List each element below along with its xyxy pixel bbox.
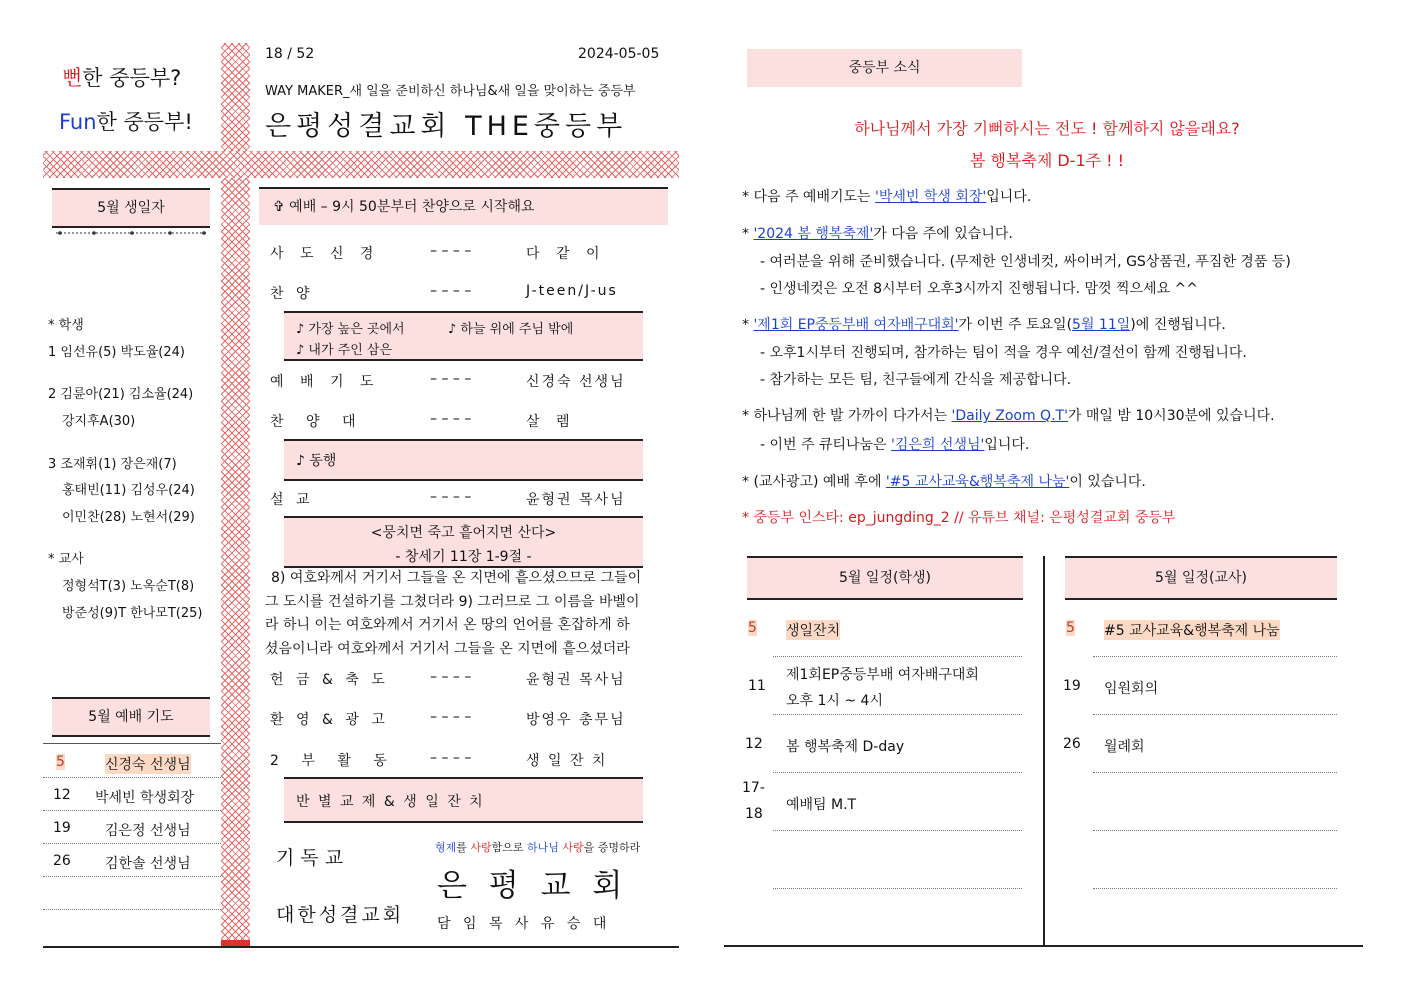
schedule-date: 26: [1063, 736, 1081, 752]
order-item: 2 부 활 동: [270, 753, 396, 769]
worship-header: ✞ 예배 – 9시 50분부터 찬양으로 시작해요: [259, 187, 668, 225]
schedule-empty-row: [1093, 776, 1337, 831]
teacher-schedule-title: 5월 일정(교사): [1065, 556, 1337, 600]
order-who: 생 일 잔 치: [526, 753, 608, 769]
order-row: [268, 669, 668, 693]
order-item: 환 영 & 광 고: [270, 712, 389, 728]
student-schedule-title: 5월 일정(학생): [747, 556, 1023, 600]
church-motto: [435, 839, 640, 855]
news-text: 이 있습니다.: [1069, 474, 1146, 490]
news-headline-2: 봄 행복축제 D-1주 ! !: [969, 151, 1125, 170]
order-row: [268, 489, 668, 513]
slogan-2-rest: 한 중등부!: [96, 110, 193, 134]
schedule-event: #5 교사교육&행복축제 나눔: [1104, 620, 1280, 640]
news-link[interactable]: '#5 교사교육&행복축제 나눔': [885, 474, 1070, 490]
prayer-top-rule: [43, 743, 221, 744]
senior-pastor: 담 임 목 사 유 승 대: [437, 916, 611, 932]
schedule-event: 제1회EP중등부배 여자배구대회: [786, 667, 979, 683]
motto-word: 사랑: [470, 841, 492, 854]
scripture-line: 그 도시를 건설하기를 그쳤더라 9) 그러므로 그 이름을 바벨이: [265, 593, 640, 610]
slogan-line-1: [62, 62, 181, 92]
news-link[interactable]: '제1회 EP중등부배 여자배구대회': [753, 317, 959, 333]
order-item: 사 도 신 경: [270, 246, 380, 262]
prayer-date: 19: [53, 820, 71, 836]
order-who: 다 같 이: [526, 246, 606, 262]
motto-word: 을 증명하라: [583, 841, 641, 854]
motto-word: 형제: [435, 841, 457, 854]
order-dash: – – – –: [430, 489, 472, 505]
prayer-name: 신경숙 선생님: [105, 754, 191, 774]
birthday-line: 이민찬(28) 노현서(29): [62, 510, 195, 525]
news-item: [742, 405, 1275, 425]
right-page-bottom-rule: [724, 945, 1363, 947]
order-dash: – – – –: [430, 243, 472, 259]
schedule-event: 예배팀 M.T: [786, 797, 857, 813]
church-name: 은 평 교 회: [437, 868, 629, 904]
song-3: ♪ 내가 주인 삼은: [296, 343, 393, 358]
news-link[interactable]: '박세빈 학생 회장': [875, 189, 987, 205]
motto-word: 함으로: [491, 841, 528, 854]
news-subitem: - 오후1시부터 진행되며, 참가하는 팀이 적을 경우 예선/결선이 함께 진행됩니다.: [760, 345, 1247, 361]
news-text: * (교사광고) 예배 후에: [742, 474, 886, 490]
birthday-line: 홍태빈(11) 김성우(24): [62, 483, 195, 498]
news-item: [742, 186, 1031, 206]
prayer-row: [43, 845, 221, 877]
schedule-column-divider: [1043, 556, 1045, 946]
scripture-line: 8) 여호와께서 거기서 그들을 온 지면에 흩으셨으므로 그들이: [271, 570, 642, 586]
order-row: [268, 750, 668, 774]
order-who: J-teen/J-us: [526, 283, 618, 299]
prayer-row: [43, 779, 221, 811]
news-text: 가 이번 주 토요일(: [958, 317, 1073, 333]
groups-box: [284, 777, 643, 823]
church-denomination-top: 기 독 교: [276, 847, 344, 869]
news-text: *: [742, 317, 754, 333]
birthday-title: 5월 생일자: [52, 188, 210, 228]
scripture-line: 라 하니 이는 여호와께서 거기서 온 땅의 언어를 혼잡하게 하: [265, 617, 630, 633]
song-1: ♪ 가장 높은 곳에서: [296, 322, 405, 337]
schedule-event: 임원회의: [1104, 681, 1159, 697]
slogan-2-accent: Fun: [59, 110, 97, 134]
sermon-reference: - 창세기 11장 1-9절 -: [395, 549, 532, 565]
left-page-bottom-rule: [43, 946, 679, 948]
schedule-date: 11: [748, 678, 766, 694]
order-dash: – – – –: [430, 371, 472, 387]
slogan-1-rest: 한 중등부?: [82, 66, 182, 90]
order-dash: – – – –: [430, 750, 472, 766]
news-link[interactable]: '2024 봄 행복축제': [753, 226, 874, 242]
news-text: - 이번 주 큐티나눔은: [760, 437, 892, 453]
schedule-event: 월례회: [1104, 739, 1145, 755]
order-item: 헌 금 & 축 도: [270, 672, 389, 688]
prayer-row: [43, 812, 221, 844]
order-who: 살 렘: [526, 414, 576, 430]
songs-box: [284, 311, 643, 361]
prayer-row: [43, 746, 221, 778]
motto-word: 하나님: [527, 841, 559, 854]
birthday-line: 강지후A(30): [62, 414, 136, 429]
news-item: [742, 471, 1146, 491]
church-denomination-bottom: 대한성결교회: [276, 904, 405, 926]
order-item: 예 배 기 도: [270, 374, 380, 390]
birthday-teachers-label: * 교사: [48, 552, 84, 567]
prayer-date: 26: [53, 853, 71, 869]
news-text: 가 다음 주에 있습니다.: [873, 226, 1013, 242]
schedule-date-end: 18: [745, 806, 763, 822]
slogan-line-2: [59, 106, 193, 136]
groups-text: 반 별 교 제 & 생 일 잔 치: [296, 794, 485, 810]
prayer-empty-row: [43, 878, 221, 910]
schedule-date: 17-: [742, 780, 765, 796]
order-who: 방영우 총무님: [526, 712, 626, 728]
news-subitem: [760, 434, 1029, 454]
scripture-text: [265, 567, 670, 661]
prayer-date: 5: [56, 754, 65, 770]
cross-horizontal-bar: [43, 151, 679, 178]
prayer-name: 김한솔 선생님: [105, 856, 191, 872]
news-text: 가 매일 밤 10시30분에 있습니다.: [1067, 408, 1275, 424]
news-headline-1: 하나님께서 가장 기뻐하시는 전도 ! 함께하지 않을래요?: [854, 119, 1240, 138]
bulletin-date: 2024-05-05: [578, 46, 660, 62]
news-social: * 중등부 인스타: ep_jungding_2 // 유튜브 채널: 은평성결교회 중등부: [742, 510, 1176, 526]
order-who: 윤형권 목사님: [526, 492, 626, 508]
schedule-event-time: 오후 1시 ~ 4시: [786, 693, 883, 709]
schedule-empty-row: [1093, 834, 1337, 889]
sermon-title: <뭉치면 죽고 흩어지면 산다>: [370, 525, 557, 541]
birthday-line: 3 조재휘(1) 장은재(7): [48, 457, 177, 472]
issue-number: 18 / 52: [265, 46, 315, 62]
order-who: 윤형권 목사님: [526, 672, 626, 688]
schedule-date: 12: [745, 736, 763, 752]
schedule-date: 5: [748, 620, 757, 636]
news-text: * 하나님께 한 발 가까이 다가서는: [742, 408, 952, 424]
order-who: 신경숙 선생님: [526, 374, 626, 390]
news-text: )에 진행됩니다.: [1130, 317, 1226, 333]
schedule-date: 19: [1063, 678, 1081, 694]
order-row: [268, 243, 668, 267]
order-item: 설 교: [270, 492, 314, 508]
cross-vertical-bar: [221, 43, 250, 946]
order-row: [268, 371, 668, 395]
bulletin-title: 은평성결교회 THE중등부: [265, 111, 628, 142]
order-dash: – – – –: [430, 709, 472, 725]
news-item: [742, 223, 1013, 243]
sermon-box: [284, 516, 643, 568]
prayer-title: 5월 예배 기도: [52, 697, 210, 737]
schedule-date: 5: [1066, 620, 1075, 636]
birthday-divider: [52, 228, 210, 238]
motto: WAY MAKER_새 일을 준비하신 하나님&새 일을 맞이하는 중등부: [265, 84, 636, 99]
schedule-event: 봄 행복축제 D-day: [786, 739, 905, 755]
order-dash: – – – –: [430, 411, 472, 427]
order-dash: – – – –: [430, 669, 472, 685]
order-item: 찬 양 대: [270, 414, 365, 430]
order-row: [268, 709, 668, 733]
news-link[interactable]: 'Daily Zoom Q.T': [951, 408, 1068, 424]
schedule-empty-row: [773, 834, 1022, 889]
motto-word: 를: [456, 841, 471, 854]
scripture-line: 셨음이니라 여호와께서 거기서 그들을 온 지면에 흩으셨더라: [265, 640, 630, 657]
news-subitem: - 여러분을 위해 준비했습니다. (무제한 인생네컷, 싸이버거, GS상품권, 푸짐한 경품 등): [760, 254, 1291, 270]
news-text: 입니다.: [986, 189, 1032, 205]
news-link[interactable]: '김은희 선생님': [891, 437, 985, 453]
order-row: [268, 283, 668, 307]
choir-song-box: [284, 439, 643, 481]
news-text: 입니다.: [984, 437, 1030, 453]
prayer-date: 12: [53, 787, 71, 803]
birthday-teacher-line: 정형석T(3) 노옥순T(8): [62, 579, 195, 594]
choir-song: ♪ 동행: [296, 453, 337, 469]
news-text: *: [742, 226, 754, 242]
news-subitem: - 참가하는 모든 팀, 친구들에게 간식을 제공합니다.: [760, 372, 1072, 388]
birthday-line: 1 임선유(5) 박도율(24): [48, 345, 185, 360]
news-title: 중등부 소식: [747, 49, 1022, 87]
news-text: * 다음 주 예배기도는: [742, 189, 875, 205]
schedule-event: 생일잔치: [786, 620, 840, 640]
news-item: [742, 314, 1226, 334]
motto-word: 사랑: [558, 841, 584, 854]
birthday-line: 2 김륜아(21) 김소율(24): [48, 387, 194, 402]
prayer-name: 김은정 선생님: [105, 823, 191, 839]
song-2: ♪ 하늘 위에 주님 밖에: [448, 322, 574, 337]
order-row: [268, 411, 668, 435]
birthday-teacher-line: 방준성(9)T 한나모T(25): [62, 606, 203, 621]
news-subitem: - 인생네컷은 오전 8시부터 오후3시까지 진행됩니다. 맘껏 찍으세요 ^^: [760, 281, 1199, 297]
birthday-students-label: * 학생: [48, 318, 84, 333]
order-dash: – – – –: [430, 283, 472, 299]
slogan-1-accent: 뻔: [62, 66, 83, 90]
prayer-name: 박세빈 학생회장: [95, 790, 195, 806]
news-link[interactable]: 5월 11일: [1072, 317, 1131, 333]
order-item: 찬 양: [270, 286, 314, 302]
